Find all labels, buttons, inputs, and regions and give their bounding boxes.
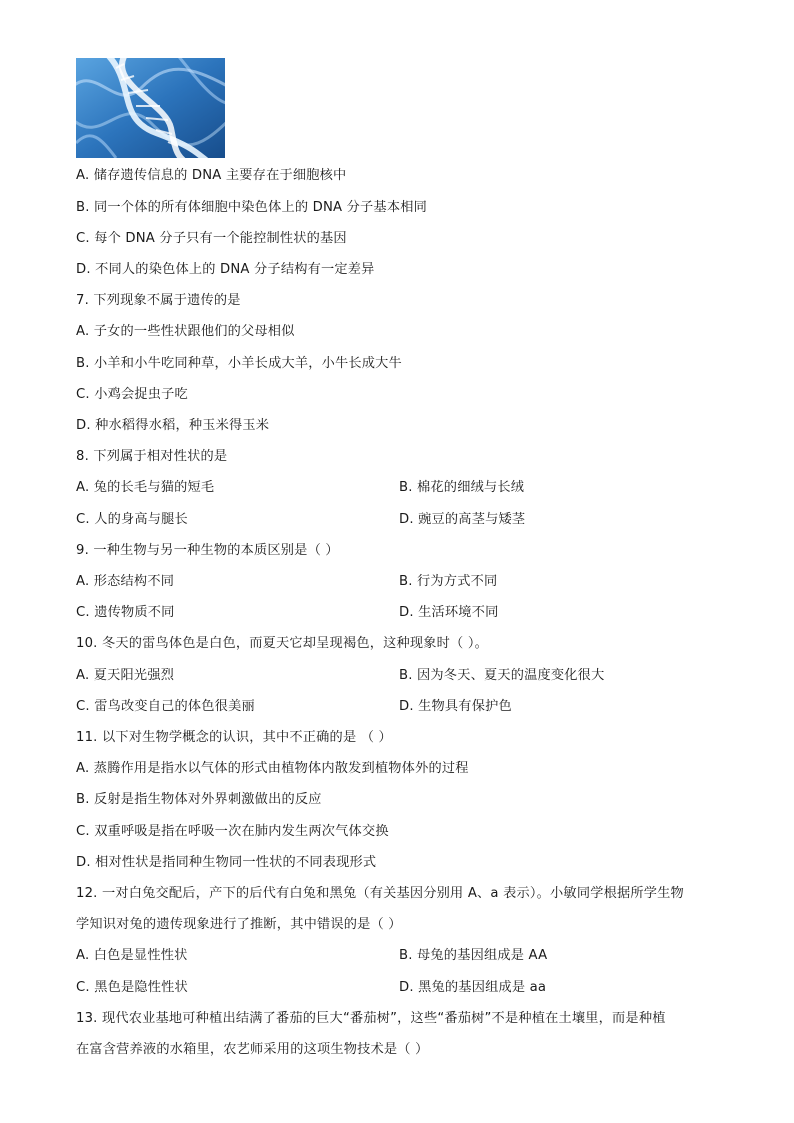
q7-option-d: D. 种水稻得水稻，种玉米得玉米 (76, 418, 270, 433)
q11-stem: 11. 以下对生物学概念的认识，其中不正确的是 （ ） (76, 730, 392, 745)
q11-option-a: A. 蒸腾作用是指水以气体的形式由植物体内散发到植物体外的过程 (76, 761, 469, 776)
q7-stem: 7. 下列现象不属于遗传的是 (76, 293, 241, 308)
q7-option-c: C. 小鸡会捉虫子吃 (76, 387, 188, 402)
q6-option-d: D. 不同人的染色体上的 DNA 分子结构有一定差异 (76, 262, 375, 277)
q10-option-c: C. 雷鸟改变自己的体色很美丽 (76, 699, 255, 714)
q8-stem: 8. 下列属于相对性状的是 (76, 449, 228, 464)
q8-option-d: D. 豌豆的高茎与矮茎 (399, 512, 526, 527)
q13-stem-line1: 13. 现代农业基地可种植出结满了番茄的巨大“番茄树”，这些“番茄树”不是种植在土壤里，而是种植 (76, 1011, 666, 1026)
q9-option-d: D. 生活环境不同 (399, 605, 499, 620)
q12-stem-line2: 学知识对兔的遗传现象进行了推断，其中错误的是（ ） (76, 917, 402, 932)
q11-option-d: D. 相对性状是指同种生物同一性状的不同表现形式 (76, 855, 377, 870)
q12-option-b: B. 母兔的基因组成是 AA (399, 948, 548, 963)
q10-option-b: B. 因为冬天、夏天的温度变化很大 (399, 668, 605, 683)
q8-option-a: A. 兔的长毛与猫的短毛 (76, 480, 215, 495)
q9-option-c: C. 遗传物质不同 (76, 605, 175, 620)
q7-option-b: B. 小羊和小牛吃同种草，小羊长成大羊，小牛长成大牛 (76, 356, 402, 371)
q9-stem: 9. 一种生物与另一种生物的本质区别是（ ） (76, 543, 339, 558)
q9-option-b: B. 行为方式不同 (399, 574, 498, 589)
q6-option-b: B. 同一个体的所有体细胞中染色体上的 DNA 分子基本相同 (76, 200, 427, 215)
q6-option-a: A. 储存遗传信息的 DNA 主要存在于细胞核中 (76, 168, 347, 183)
q11-option-c: C. 双重呼吸是指在呼吸一次在肺内发生两次气体交换 (76, 824, 389, 839)
q12-option-d: D. 黑兔的基因组成是 aa (399, 980, 547, 995)
q7-option-a: A. 子女的一些性状跟他们的父母相似 (76, 324, 295, 339)
q8-option-b: B. 棉花的细绒与长绒 (399, 480, 525, 495)
q6-option-c: C. 每个 DNA 分子只有一个能控制性状的基因 (76, 231, 347, 246)
dna-helix-image (76, 58, 225, 158)
q10-stem: 10. 冬天的雷鸟体色是白色，而夏天它却呈现褐色，这种现象时（ ）。 (76, 636, 488, 651)
dna-helix-icon (76, 58, 225, 158)
q12-stem-line1: 12. 一对白兔交配后，产下的后代有白兔和黑兔（有关基因分别用 A、a 表示）。小敏同学根据所学生物 (76, 886, 684, 901)
q12-option-a: A. 白色是显性性状 (76, 948, 188, 963)
q10-option-d: D. 生物具有保护色 (399, 699, 512, 714)
q13-stem-line2: 在富含营养液的水箱里，农艺师采用的这项生物技术是（ ） (76, 1042, 429, 1057)
q11-option-b: B. 反射是指生物体对外界刺激做出的反应 (76, 792, 322, 807)
q12-option-c: C. 黑色是隐性性状 (76, 980, 188, 995)
q10-option-a: A. 夏天阳光强烈 (76, 668, 175, 683)
q9-option-a: A. 形态结构不同 (76, 574, 175, 589)
q8-option-c: C. 人的身高与腿长 (76, 512, 188, 527)
